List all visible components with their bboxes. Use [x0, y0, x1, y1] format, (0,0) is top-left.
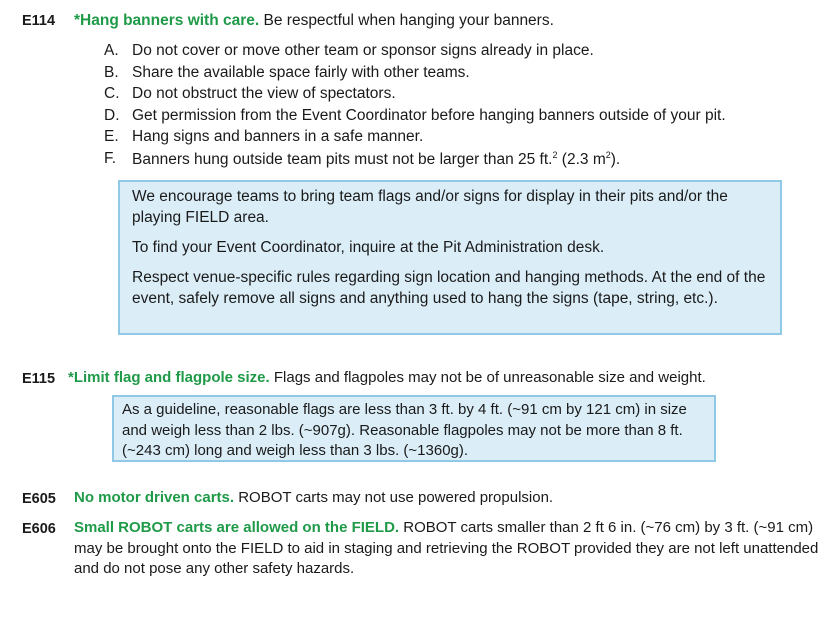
rule-e114-item-list	[104, 42, 726, 171]
note-paragraph: As a guideline, reasonable flags are less than 3 ft. by 4 ft. (~91 cm by 121 cm) in size and weigh less than 2 lbs. (~907g). Reasonable flagpoles may not be more than 8 ft. (~243 cm) long and weigh less than 3 lbs. (~1360g).	[122, 401, 687, 459]
list-item	[104, 64, 726, 86]
rule-heading	[74, 518, 819, 580]
list-item	[104, 150, 726, 172]
item-letter: D.	[104, 106, 120, 124]
item-text-metric: (2.3 m	[557, 150, 606, 168]
rule-title: No motor driven carts.	[74, 489, 235, 506]
rule-text: Flags and flagpoles may not be of unreasonable size and weight.	[273, 369, 706, 386]
rule-id: E114	[22, 13, 56, 29]
item-text: Share the available space fairly with other teams.	[132, 63, 470, 81]
rule-text: ROBOT carts may not use powered propulsion.	[238, 489, 554, 506]
blue-note-box	[112, 395, 716, 462]
rule-heading	[74, 489, 553, 506]
superscript: 2	[552, 149, 558, 160]
item-letter: C.	[104, 85, 120, 102]
superscript: 2	[605, 149, 611, 160]
rule-id: E606	[22, 521, 56, 537]
item-letter: F.	[104, 149, 117, 167]
rule-heading	[74, 12, 554, 30]
item-text: Do not obstruct the view of spectators.	[132, 85, 396, 102]
list-item	[104, 42, 726, 64]
note-paragraph: We encourage teams to bring team flags and/or signs for display in their pits and/or the playing FIELD area.	[132, 188, 728, 226]
item-text	[132, 150, 620, 172]
item-text-main: Banners hung outside team pits must not be larger than 25 ft.	[132, 150, 553, 168]
rule-title: *Hang banners with care.	[74, 12, 260, 29]
list-item	[104, 107, 726, 129]
item-letter: B.	[104, 63, 119, 81]
blue-note-box	[118, 180, 782, 335]
rule-id: E115	[22, 371, 56, 387]
item-text-end: ).	[610, 150, 621, 168]
note-paragraph: To find your Event Coordinator, inquire at the Pit Administration desk.	[132, 239, 605, 256]
item-text: Get permission from the Event Coordinator before hanging banners outside of your pit.	[132, 106, 726, 124]
rule-title: *Limit flag and flagpole size.	[68, 369, 270, 386]
rule-text: Be respectful when hanging your banners.	[263, 12, 554, 29]
item-text: Do not cover or move other team or sponsor signs already in place.	[132, 42, 594, 59]
list-item	[104, 85, 726, 107]
list-item	[104, 128, 726, 150]
rule-id: E605	[22, 491, 56, 507]
item-letter: E.	[104, 128, 119, 145]
item-letter: A.	[104, 42, 119, 59]
item-text: Hang signs and banners in a safe manner.	[132, 128, 424, 145]
rule-heading	[68, 369, 706, 386]
rule-title: Small ROBOT carts are allowed on the FIELD.	[74, 519, 400, 536]
note-paragraph: Respect venue-specific rules regarding sign location and hanging methods. At the end of the event, safely remove all signs and anything used to hang the signs (tape, string, etc.).	[132, 269, 766, 307]
rule-text: ROBOT carts smaller than 2 ft 6 in. (~76 cm) by 3 ft. (~91 cm) may be brought onto the FIELD to aid in staging and retrieving the ROBOT provided they are not left unattended and do not pose any other safety hazards.	[74, 519, 819, 577]
